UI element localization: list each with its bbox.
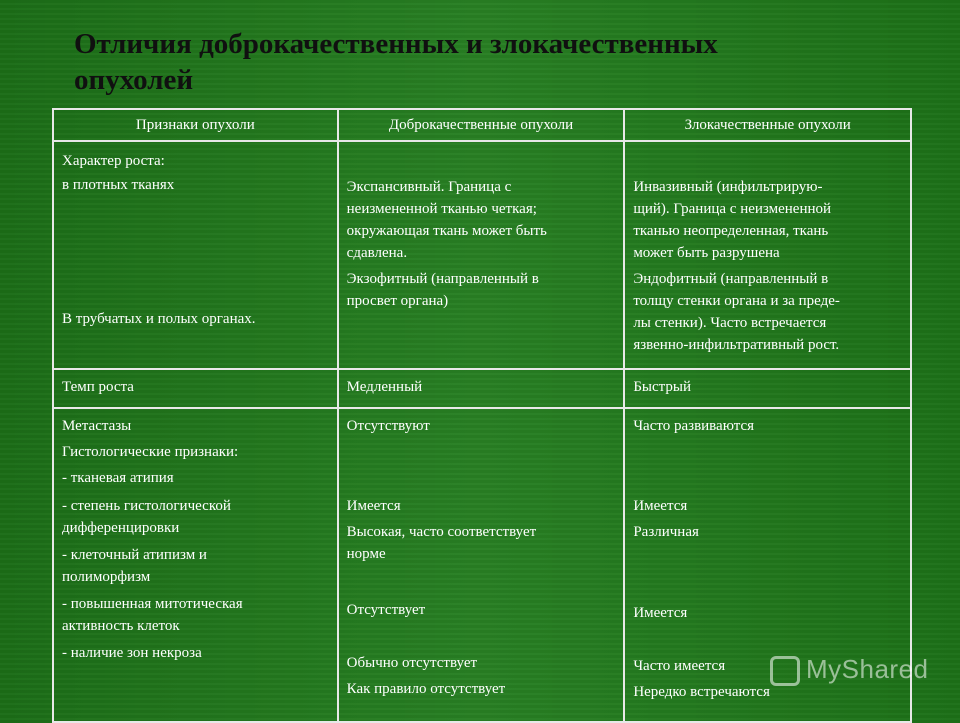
- meta-benign-metastases: Отсутствуют: [346, 418, 430, 434]
- page-title: [74, 26, 914, 98]
- meta-malignant-tissue-atypia: Имеется: [633, 498, 688, 514]
- meta-benign-tissue-atypia: Имеется: [346, 498, 401, 514]
- meta-label-cell-atypia: - клеточный атипизм и полиморфизм: [62, 547, 207, 585]
- meta-malignant-necrosis: Нередко встречаются: [633, 684, 770, 700]
- growth-hollow-label: В трубчатых и полых органах.: [62, 311, 256, 327]
- growth-benign-dense: Экспансивный. Граница с неизмененной тканью четкая; окружающая ткань может быть сдавлена.: [346, 179, 547, 261]
- meta-label-mitotic: - повышенная митотическая активность клеток: [62, 596, 243, 634]
- comparison-table: [52, 108, 912, 723]
- watermark: [770, 654, 929, 686]
- header-malignant: Злокачественные опухоли: [624, 109, 911, 141]
- header-features: Признаки опухоли: [53, 109, 338, 141]
- tempo-row: [53, 369, 911, 408]
- tempo-label: Темп роста: [53, 369, 338, 408]
- title-line-2: опухолей: [74, 64, 194, 96]
- title-line-1: Отличия доброкачественных и злокачественных: [74, 28, 718, 60]
- growth-malignant-hollow: Эндофитный (направленный в толщу стенки органа и за преде- лы стенки). Часто встречается язвенно-инфильтративный рост.: [633, 271, 840, 353]
- growth-malignant-dense: Инвазивный (инфильтрирую- щий). Граница с неизмененной тканью неопределенная, ткань может быть разрушена: [633, 179, 832, 261]
- meta-label-histo: Гистологические признаки:: [62, 444, 239, 460]
- meta-label-diff: - степень гистологической дифференцировки: [62, 498, 231, 536]
- tempo-malignant: Быстрый: [624, 369, 911, 408]
- meta-label-tissue-atypia: - тканевая атипия: [62, 470, 174, 486]
- meta-label-cell: [53, 408, 338, 722]
- watermark-text: MyShared: [806, 654, 929, 684]
- growth-dense-label: в плотных тканях: [62, 177, 175, 193]
- growth-heading: Характер роста:: [62, 153, 165, 169]
- header-row: [53, 109, 911, 141]
- meta-benign-necrosis: Как правило отсутствует: [346, 681, 506, 697]
- growth-row: [53, 141, 911, 369]
- meta-malignant-cell: Имеется: [633, 605, 688, 621]
- meta-benign-mitotic: Обычно отсутствует: [346, 655, 478, 671]
- meta-malignant-mitotic: Часто имеется: [633, 658, 726, 674]
- meta-malignant-diff: Различная: [633, 524, 699, 540]
- growth-malignant-cell: [624, 141, 911, 369]
- meta-label-metastases: Метастазы: [62, 418, 132, 434]
- growth-benign-cell: [338, 141, 625, 369]
- meta-benign-cell: Отсутствует: [346, 602, 426, 618]
- watermark-logo-icon: [770, 656, 800, 686]
- meta-benign-diff: Высокая, часто соответствует норме: [346, 524, 537, 562]
- meta-benign-cell: [338, 408, 625, 722]
- growth-label-cell: [53, 141, 338, 369]
- header-benign: Доброкачественные опухоли: [338, 109, 625, 141]
- meta-malignant-metastases: Часто развиваются: [633, 418, 755, 434]
- growth-benign-hollow: Экзофитный (направленный в просвет органа): [346, 271, 539, 309]
- tempo-benign: Медленный: [338, 369, 625, 408]
- meta-label-necrosis: - наличие зон некроза: [62, 645, 202, 661]
